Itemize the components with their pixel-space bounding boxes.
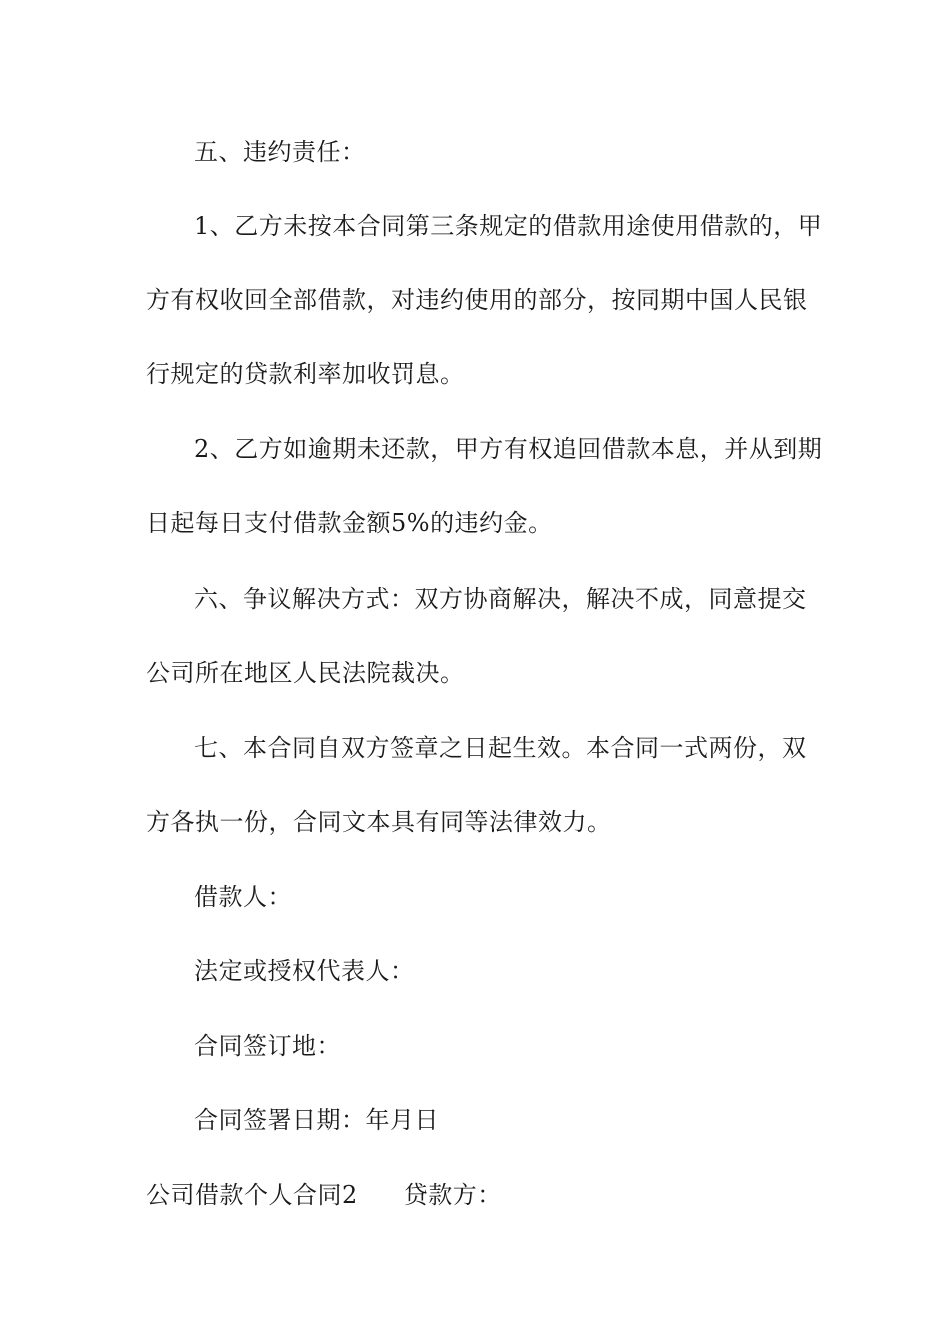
- paragraph-line: 方有权收回全部借款，对违约使用的部分，按同期中国人民银: [146, 286, 808, 314]
- paragraph-line: 2、乙方如逾期未还款，甲方有权追回借款本息，并从到期: [194, 435, 823, 463]
- representative-label: 法定或授权代表人：: [194, 957, 415, 985]
- signing-date-label: 合同签署日期：年月日: [194, 1106, 439, 1134]
- section-heading-dispute: 六、争议解决方式：双方协商解决，解决不成，同意提交: [194, 585, 807, 613]
- paragraph-line: 方各执一份，合同文本具有同等法律效力。: [146, 808, 612, 836]
- signing-place-label: 合同签订地：: [194, 1032, 341, 1060]
- paragraph-line: 公司所在地区人民法院裁决。: [146, 659, 465, 687]
- borrower-label: 借款人：: [194, 883, 292, 911]
- lender-label: 贷款方：: [403, 1181, 502, 1209]
- next-contract-title: 公司借款个人合同2: [146, 1181, 358, 1209]
- paragraph-line: 日起每日支付借款金额5%的违约金。: [146, 509, 553, 537]
- section-heading-breach: 五、违约责任：: [194, 138, 366, 166]
- paragraph-line: 1、乙方未按本合同第三条规定的借款用途使用借款的，甲: [194, 212, 823, 240]
- section-heading-effect: 七、本合同自双方签章之日起生效。本合同一式两份，双: [194, 734, 807, 762]
- footer-line: [146, 1179, 502, 1211]
- paragraph-line: 行规定的贷款利率加收罚息。: [146, 360, 465, 388]
